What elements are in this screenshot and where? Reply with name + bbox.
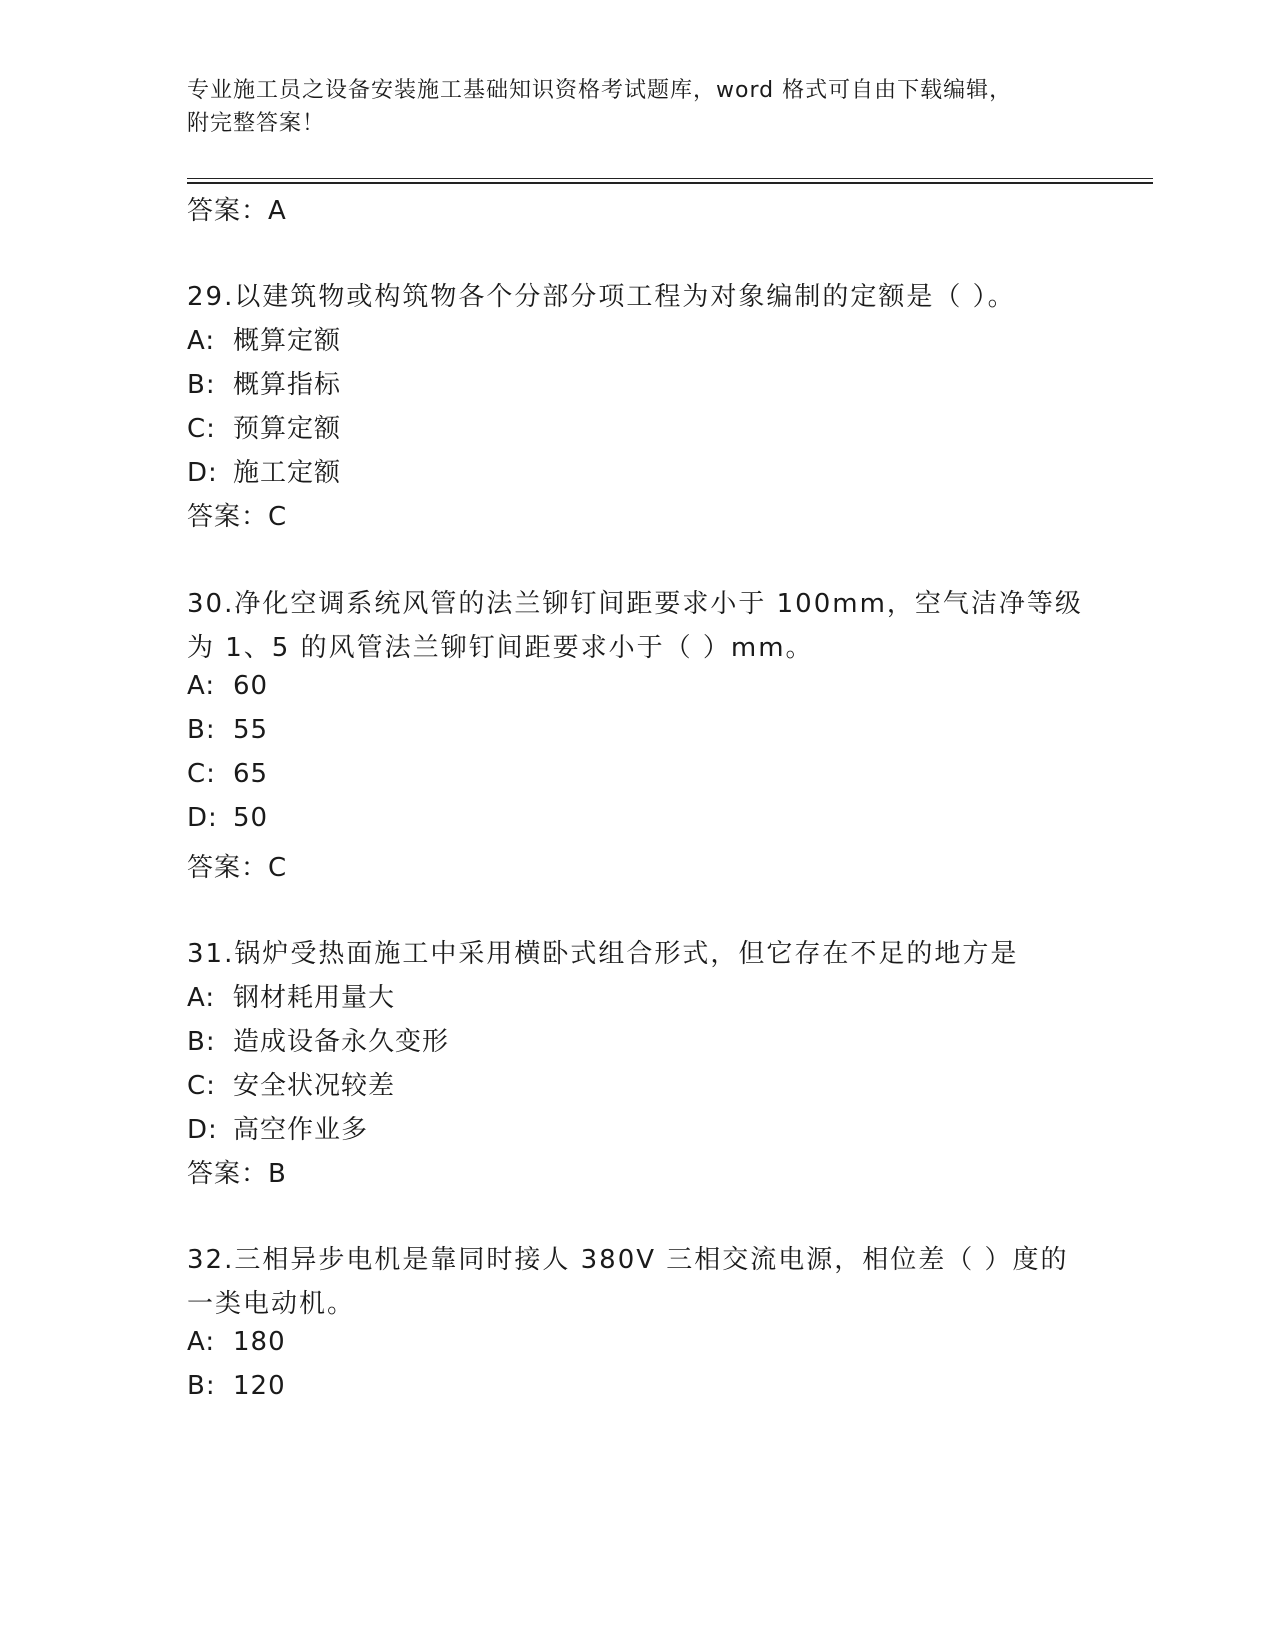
question-32-option-b xyxy=(187,1371,286,1401)
question-29-option-a xyxy=(187,320,341,357)
option-label: B: xyxy=(187,1371,216,1401)
option-text: 60 xyxy=(233,671,269,701)
option-text: 造成设备永久变形 xyxy=(233,1027,450,1057)
option-text: 钢材耗用量大 xyxy=(233,983,396,1013)
question-30-answer: 答案：C xyxy=(187,853,288,883)
header-line-1: 专业施工员之设备安装施工基础知识资格考试题库，word 格式可自由下载编辑， xyxy=(187,78,1013,103)
option-text: 120 xyxy=(233,1371,286,1401)
question-29-text: 29.以建筑物或构筑物各个分部分项工程为对象编制的定额是（ ）。 xyxy=(187,282,1016,312)
header-divider-thick xyxy=(187,182,1153,184)
option-label: B: xyxy=(187,1027,216,1057)
question-30-text-line-2: 为 1、5 的风管法兰铆钉间距要求小于（ ）mm。 xyxy=(187,633,814,663)
option-label: D: xyxy=(187,1115,218,1145)
question-31-answer: 答案：B xyxy=(187,1159,287,1189)
option-text: 施工定额 xyxy=(233,458,342,488)
option-text: 安全状况较差 xyxy=(233,1071,396,1101)
option-label: D: xyxy=(187,803,218,833)
option-label: B: xyxy=(187,370,216,400)
option-label: A: xyxy=(187,671,216,701)
question-31-option-c xyxy=(187,1065,395,1102)
question-32-text-line-1: 32.三相异步电机是靠同时接人 380V 三相交流电源，相位差（ ）度的 xyxy=(187,1245,1069,1275)
question-30-option-c xyxy=(187,759,268,789)
question-32-text-line-2: 一类电动机。 xyxy=(187,1289,356,1319)
previous-answer: 答案：A xyxy=(187,196,287,226)
question-30-text-line-1: 30.净化空调系统风管的法兰铆钉间距要求小于 100mm，空气洁净等级 xyxy=(187,589,1083,619)
option-text: 概算定额 xyxy=(233,326,342,356)
option-label: A: xyxy=(187,1327,216,1357)
question-29-option-b xyxy=(187,364,341,401)
option-label: D: xyxy=(187,458,218,488)
document-header xyxy=(187,74,1087,140)
option-label: A: xyxy=(187,983,216,1013)
question-31-option-d xyxy=(187,1109,368,1146)
option-label: B: xyxy=(187,715,216,745)
question-31-option-b xyxy=(187,1021,449,1058)
option-text: 55 xyxy=(233,715,269,745)
question-31-text: 31.锅炉受热面施工中采用横卧式组合形式，但它存在不足的地方是 xyxy=(187,939,1019,969)
question-31-option-a xyxy=(187,977,395,1014)
question-29-option-c xyxy=(187,408,341,445)
option-text: 180 xyxy=(233,1327,286,1357)
question-29-option-d xyxy=(187,452,341,489)
option-label: C: xyxy=(187,759,216,789)
header-line-2: 附完整答案！ xyxy=(187,111,326,136)
question-32-option-a xyxy=(187,1327,286,1357)
question-30-option-b xyxy=(187,715,268,745)
option-label: C: xyxy=(187,1071,216,1101)
header-divider-thin xyxy=(187,178,1153,179)
option-text: 高空作业多 xyxy=(233,1115,369,1145)
option-text: 50 xyxy=(233,803,269,833)
question-29-answer: 答案：C xyxy=(187,502,288,532)
question-30-option-d xyxy=(187,803,268,833)
option-text: 65 xyxy=(233,759,269,789)
option-text: 预算定额 xyxy=(233,414,342,444)
option-label: C: xyxy=(187,414,216,444)
question-30-option-a xyxy=(187,671,268,701)
option-label: A: xyxy=(187,326,216,356)
option-text: 概算指标 xyxy=(233,370,342,400)
